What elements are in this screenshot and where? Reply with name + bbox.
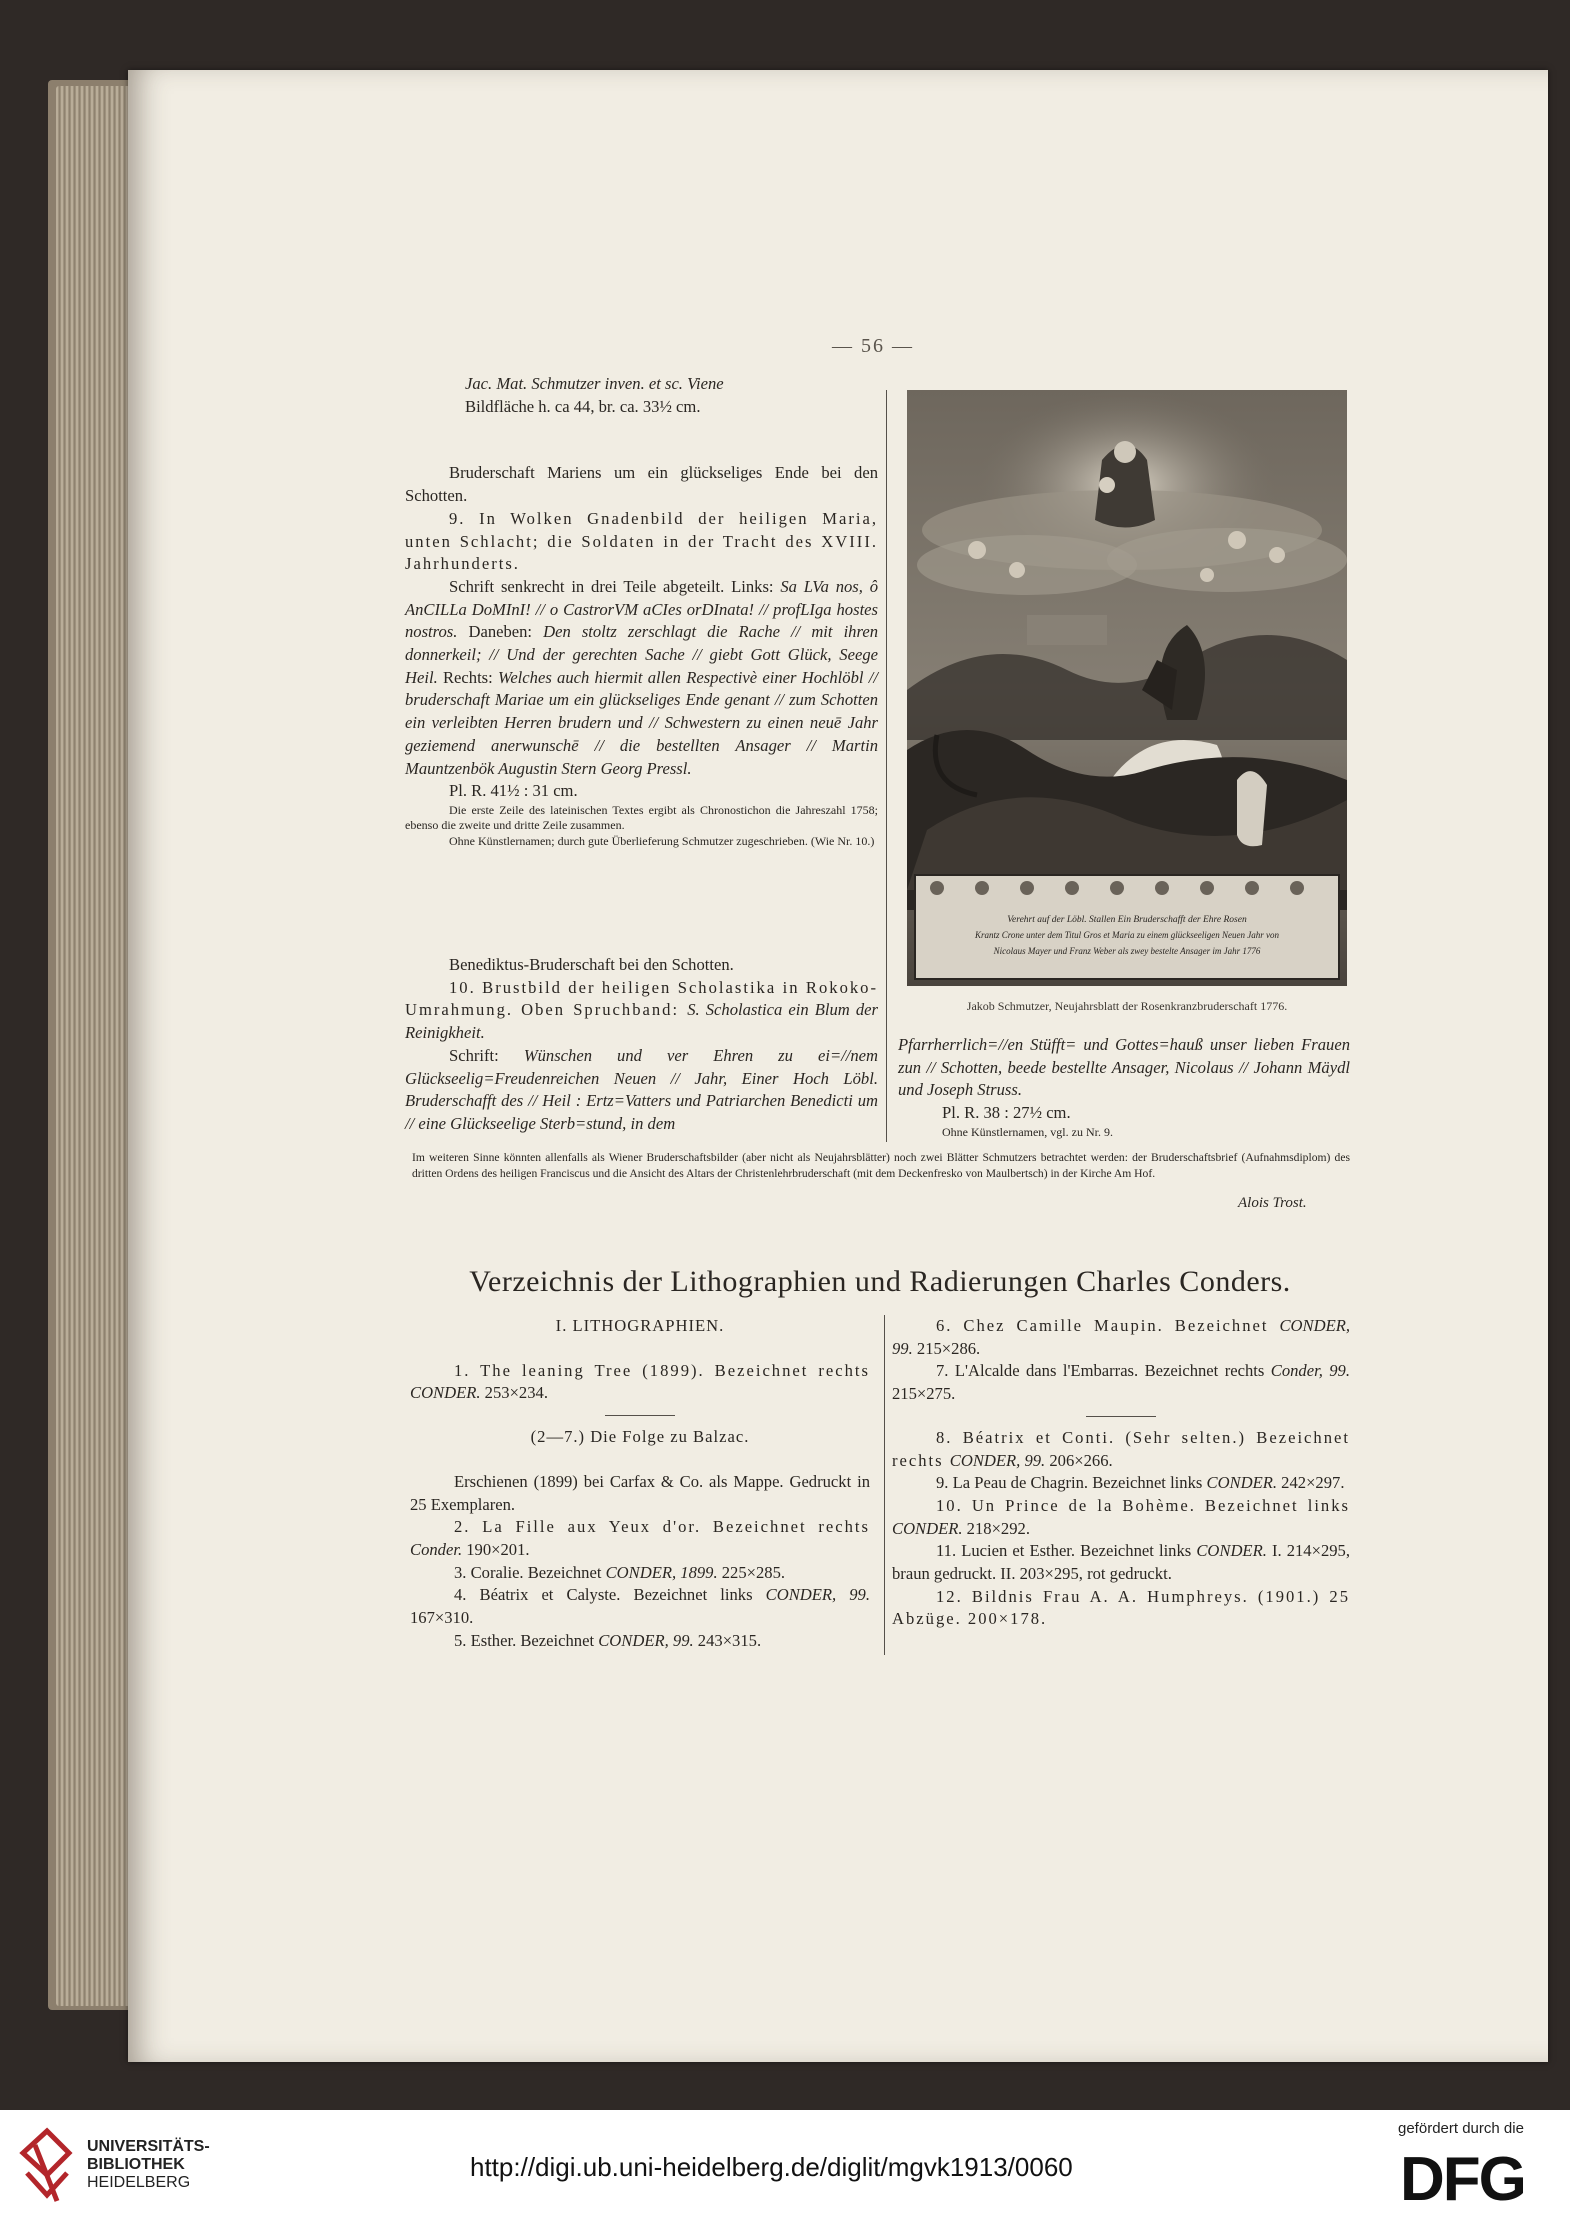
spacer bbox=[410, 1449, 870, 1471]
item1-size: 253×234. bbox=[480, 1383, 548, 1403]
item8-size: 206×266. bbox=[1045, 1450, 1113, 1470]
item7-signature: Conder, 99. bbox=[1270, 1361, 1350, 1381]
right-column-upper bbox=[898, 1034, 1350, 1140]
dfg-logo-icon[interactable] bbox=[1398, 2146, 1548, 2206]
left-column-lower bbox=[405, 954, 878, 1136]
library-name-line-3: HEIDELBERG bbox=[87, 2174, 191, 2191]
entry9-size: Pl. R. 41½ : 31 cm. bbox=[449, 781, 578, 801]
page-number: — 56 — bbox=[832, 335, 914, 357]
item3-signature: CONDER, 1899. bbox=[605, 1562, 718, 1582]
entry10-title-a: 10. Brustbild der heiligen Scholastika in Rokoko-Umrahmung. Oben Spruchband: bbox=[405, 977, 878, 1020]
item10-size: 218×292. bbox=[962, 1518, 1030, 1538]
group-heading: (2—7.) Die Folge zu Balzac. bbox=[530, 1427, 750, 1447]
library-name-line-2: BIBLIOTHEK bbox=[87, 2156, 185, 2173]
item8-signature: CONDER, 99. bbox=[949, 1450, 1046, 1470]
item4-size: 167×310. bbox=[410, 1608, 474, 1628]
credit-line-2: Bildfläche h. ca 44, br. ca. 33½ cm. bbox=[465, 396, 701, 416]
funded-by-label: gefördert durch die bbox=[1398, 2120, 1524, 2137]
lithograph-item-5 bbox=[410, 1630, 870, 1653]
entry9-text-c: Daneben: bbox=[457, 622, 544, 642]
lithographs-right-column bbox=[892, 1315, 1350, 1631]
entry9-text-d: Den stoltz zerschlagt die Rache // mit ihren donnerkeil; // Und der gerechten Sache // giebt Gott Glück, Seege Heil. bbox=[405, 622, 878, 687]
column-rule-lower bbox=[884, 1315, 885, 1655]
entry10-note: Ohne Künstlernamen, vgl. zu Nr. 9. bbox=[942, 1124, 1113, 1139]
item11-signature: CONDER. bbox=[1196, 1541, 1267, 1561]
library-name[interactable] bbox=[87, 2138, 210, 2192]
item4-text: 4. Béatrix et Calyste. Bezeichnet links bbox=[454, 1585, 766, 1605]
item1-text: 1. The leaning Tree (1899). Bezeichnet rechts bbox=[454, 1360, 870, 1380]
entry10-intro: Benediktus-Bruderschaft bei den Schotten. bbox=[449, 955, 734, 974]
entry9-text bbox=[405, 576, 878, 780]
separator-rule bbox=[1086, 1416, 1156, 1417]
entry9-text-b: Sa LVa nos, ô AnCILLa DoMInI! // o CastrorVM aCIes orDInata! // profLIga hostes nostros. bbox=[405, 576, 878, 642]
item8-text: 8. Béatrix et Conti. (Sehr selten.) Bezeichnet rechts bbox=[892, 1427, 1350, 1470]
footnote-author: Alois Trost. bbox=[1238, 1195, 1307, 1211]
footnote: Im weiteren Sinne könnten allenfalls als Wiener Bruderschaftsbilder (aber nicht als Neujahrsblätter) noch zwei Blätter Schmutzers betrachtet werden: der Bruderschaftsbrief (Aufnahmsdiplom) des dritten Ordens des heiligen Franciscus und die Ansicht des Altars der Christenlehrbruderschaft (mit dem Deckenfresko von Maulbertsch) in der Kirche Am Hof. bbox=[412, 1151, 1350, 1180]
separator-rule bbox=[605, 1415, 675, 1416]
item2-signature: Conder. bbox=[410, 1539, 463, 1559]
entry10-title-b: S. Scholastica ein Blum der Reinigkheit. bbox=[405, 1000, 878, 1043]
lithographs-left-column bbox=[410, 1315, 870, 1652]
lithographs-heading: I. LITHOGRAPHIEN. bbox=[555, 1316, 725, 1335]
group-intro: Erschienen (1899) bei Carfax & Co. als Mappe. Gedruckt in 25 Exemplaren. bbox=[410, 1471, 870, 1514]
engraving-caption: Jakob Schmutzer, Neujahrsblatt der Rosenkranzbruderschaft 1776. bbox=[966, 999, 1288, 1013]
item1-signature: CONDER. bbox=[410, 1383, 481, 1403]
item4-signature: CONDER, 99. bbox=[765, 1585, 870, 1605]
lithograph-item-2 bbox=[410, 1516, 870, 1561]
engraving-inscription-line-3: Nicolaus Mayer und Franz Weber als zwey bestelte Ansager im Jahr 1776 bbox=[993, 946, 1261, 956]
library-name-line-1: UNIVERSITÄTS- bbox=[87, 2138, 210, 2155]
item7-size: 215×275. bbox=[892, 1384, 956, 1404]
item9-size: 242×297. bbox=[1277, 1473, 1345, 1493]
entry9-note-2: Ohne Künstlernamen; durch gute Überlieferung Schmutzer zugeschrieben. (Wie Nr. 10.) bbox=[449, 833, 875, 848]
lithograph-item-9 bbox=[892, 1472, 1350, 1495]
entry10-text-a: Schrift: bbox=[449, 1045, 524, 1065]
left-column-upper bbox=[405, 373, 878, 849]
item6-signature: CONDER, 99. bbox=[892, 1316, 1350, 1358]
entry10-text bbox=[405, 1045, 878, 1136]
entry10-size: Pl. R. 38 : 27½ cm. bbox=[942, 1103, 1071, 1123]
entry9-intro: Bruderschaft Mariens um ein glückseliges Ende bei den Schotten. bbox=[405, 463, 878, 506]
engraving-artwork bbox=[907, 390, 1347, 986]
list-title: Verzeichnis der Lithographien und Radierungen Charles Conders. bbox=[469, 1265, 1291, 1298]
lithograph-item-4 bbox=[410, 1584, 870, 1629]
lithograph-item-8 bbox=[892, 1427, 1350, 1472]
item5-size: 243×315. bbox=[693, 1630, 762, 1650]
item6-size: 215×286. bbox=[912, 1338, 981, 1358]
item3-size: 225×285. bbox=[717, 1562, 786, 1582]
item5-signature: CONDER, 99. bbox=[598, 1630, 694, 1650]
spacer bbox=[410, 1338, 870, 1360]
item9-text: 9. La Peau de Chagrin. Bezeichnet links bbox=[936, 1473, 1207, 1493]
permalink-url[interactable]: http://digi.ub.uni-heidelberg.de/diglit/mgvk1913/0060 bbox=[470, 2152, 1073, 2182]
item6-text: 6. Chez Camille Maupin. Bezeichnet bbox=[936, 1316, 1280, 1335]
lithograph-item-11 bbox=[892, 1540, 1350, 1585]
engraving-inscription-line-2: Krantz Crone unter dem Titul Gros et Maria zu einem glückseeligen Neuen Jahr von bbox=[974, 930, 1280, 940]
item2-text: 2. La Fille aux Yeux d'or. Bezeichnet rechts bbox=[454, 1517, 870, 1537]
lithograph-item-10 bbox=[892, 1495, 1350, 1540]
entry9-title: 9. In Wolken Gnadenbild der heiligen Maria, unten Schlacht; die Soldaten in der Tracht des XVIII. Jahrhunderts. bbox=[405, 508, 878, 574]
entry9-text-a: Schrift senkrecht in drei Teile abgeteilt. Links: bbox=[449, 576, 781, 596]
lithograph-item-12: 12. Bildnis Frau A. A. Humphreys. (1901.) 25 Abzüge. 200×178. bbox=[892, 1586, 1350, 1629]
entry9-text-e: Rechts: bbox=[437, 667, 499, 687]
item3-text: 3. Coralie. Bezeichnet bbox=[454, 1562, 606, 1582]
item7-text: 7. L'Alcalde dans l'Embarras. Bezeichnet rechts bbox=[936, 1361, 1271, 1381]
credit-line-1: Jac. Mat. Schmutzer inven. et sc. Viene bbox=[465, 374, 724, 393]
item11-size: I. 214×295, braun gedruckt. II. 203×295, rot gedruckt. bbox=[892, 1541, 1351, 1584]
item2-size: 190×201. bbox=[462, 1539, 530, 1559]
ub-heidelberg-logo-icon[interactable] bbox=[17, 2125, 75, 2207]
lithograph-item-6 bbox=[892, 1315, 1350, 1360]
item10-signature: CONDER. bbox=[892, 1518, 963, 1538]
item10-text: 10. Un Prince de la Bohème. Bezeichnet links bbox=[936, 1495, 1350, 1515]
spacer bbox=[405, 418, 878, 462]
entry9-note-1: Die erste Zeile des lateinischen Textes ergibt als Chronostichon die Jahreszahl 1758; ebenso die zweite und dritte Zeile zusammen. bbox=[405, 802, 878, 833]
entry10-title bbox=[405, 977, 878, 1045]
book-page-edges bbox=[56, 86, 132, 2006]
engraving-illustration bbox=[907, 390, 1347, 986]
item11-text: 11. Lucien et Esther. Bezeichnet links bbox=[936, 1541, 1197, 1561]
column-rule-upper bbox=[886, 390, 887, 1142]
entry10-text-b: Wünschen und ver Ehren zu ei=//nem Glückseelig=Freudenreichen Neuen // Jahr, Einer Hoch Löbl. Bruderschafft des // Heil : Ertz=Vatters und Patriarchen Benedicti um // eine Glückseelige Sterb=stund, in dem bbox=[405, 1045, 879, 1133]
dfg-logo-text: DFG bbox=[1400, 2146, 1525, 2206]
lithograph-item-7 bbox=[892, 1360, 1350, 1405]
item5-text: 5. Esther. Bezeichnet bbox=[454, 1630, 599, 1650]
entry9-text-f: Welches auch hiermit allen Respectivè einer Hochlöbl // bruderschaft Mariae um ein glückseliges Ende genant // zum Schotten ein verleibten Herren brudern und // Schwestern zu einen neuē Jahr geziemend anerwunschē // die bestellten Ansager // Martin Mauntzenbök Augustin Stern Georg Pressl. bbox=[405, 667, 878, 778]
item9-signature: CONDER. bbox=[1206, 1473, 1278, 1493]
lithograph-item-1 bbox=[410, 1360, 870, 1405]
engraving-inscription-line-1: Verehrt auf der Löbl. Stallen Ein Bruderschafft der Ehre Rosen bbox=[1007, 915, 1247, 925]
lithograph-item-3 bbox=[410, 1562, 870, 1585]
entry10-continued-text: Pfarrherrlich=//en Stüfft= und Gottes=hauß unser lieben Frauen zun // Schotten, beede bestellte Ansager, Nicolaus // Johann Mäydl und Joseph Struss. bbox=[898, 1035, 1350, 1100]
